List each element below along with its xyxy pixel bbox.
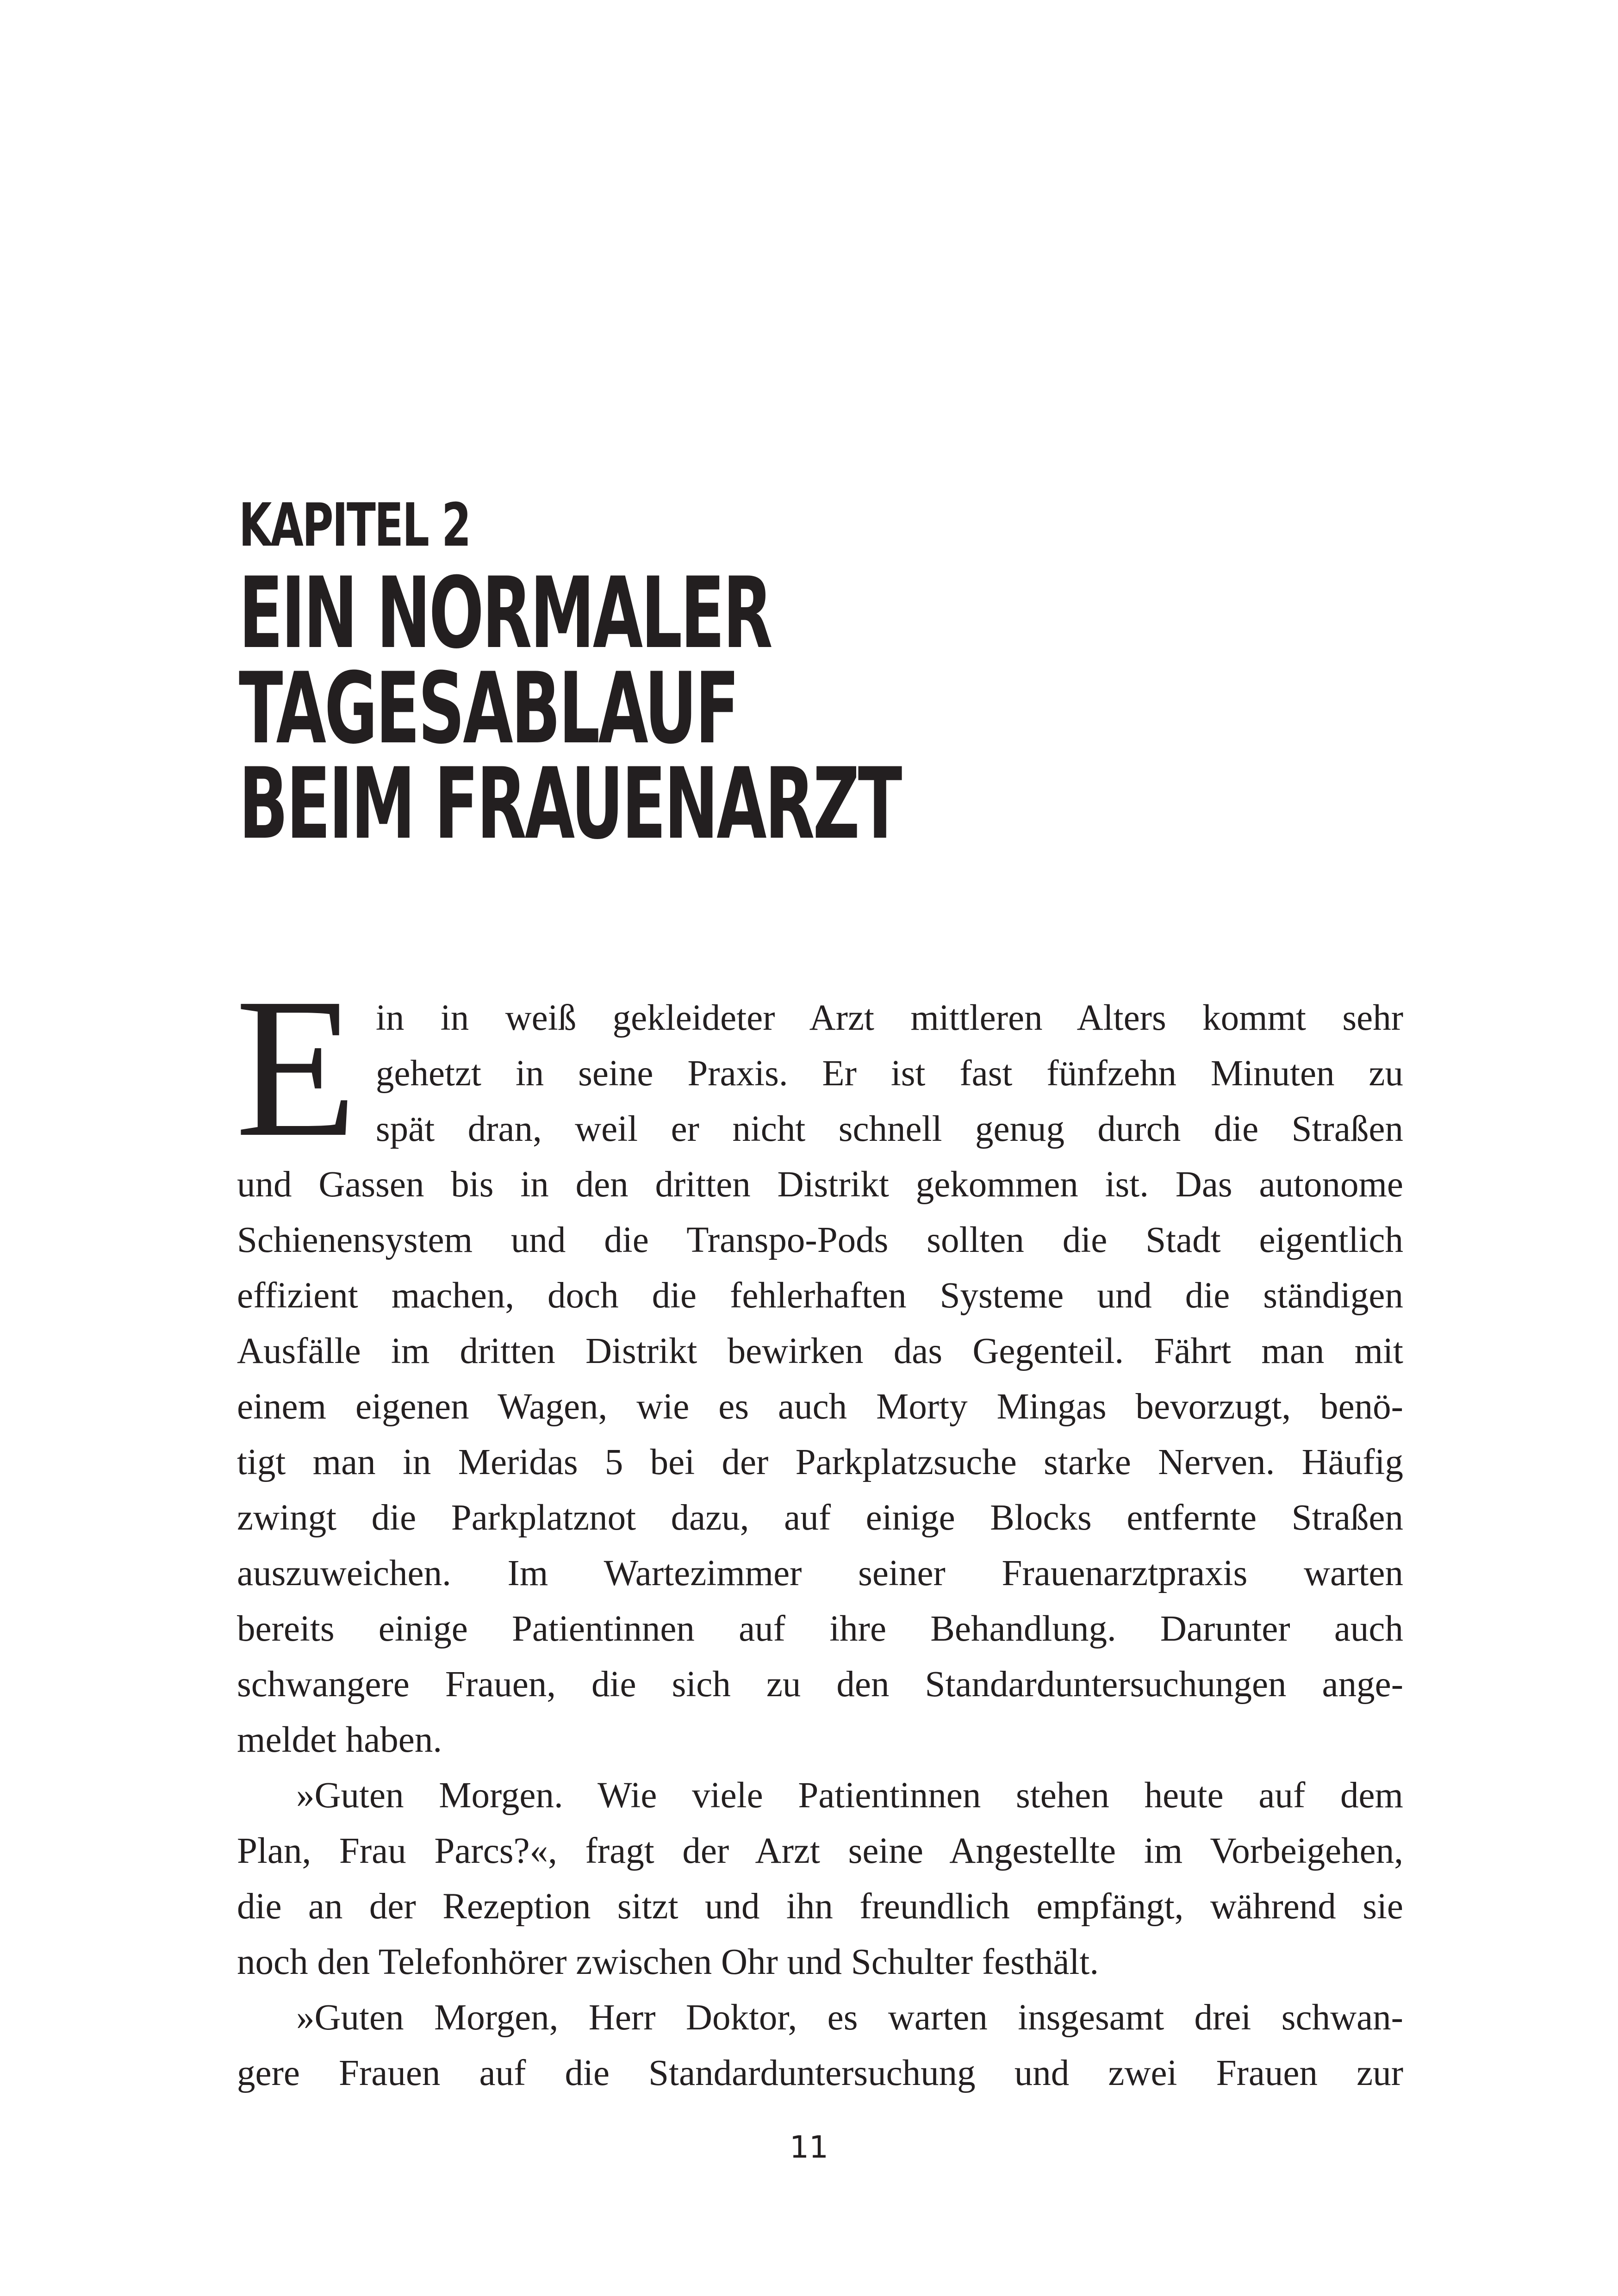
text-line: bereits einige Patientinnen auf ihre Behandlung. Darunter auch: [237, 1609, 1403, 1649]
paragraph-3: [237, 1990, 1403, 2101]
page-number: 11: [790, 2129, 828, 2165]
chapter-title-line: EIN NORMALER: [239, 556, 771, 670]
text-line: tigt man in Meridas 5 bei der Parkplatzsuche starke Nerven. Häufig: [237, 1442, 1403, 1482]
text-line: meldet haben.: [237, 1720, 442, 1760]
text-line: und Gassen bis in den dritten Distrikt gekommen ist. Das autonome: [237, 1164, 1403, 1205]
text-line: auszuweichen. Im Wartezimmer seiner Frauenarztpraxis warten: [237, 1553, 1403, 1593]
chapter-title: [239, 556, 901, 861]
dropcap: E: [235, 957, 357, 1178]
text-line: »Guten Morgen. Wie viele Patientinnen stehen heute auf dem: [296, 1775, 1403, 1816]
text-line: schwangere Frauen, die sich zu den Standarduntersuchungen ange-: [237, 1664, 1403, 1705]
text-line: gehetzt in seine Praxis. Er ist fast fünfzehn Minuten zu: [375, 1053, 1403, 1094]
text-line: gere Frauen auf die Standarduntersuchung und zwei Frauen zur: [237, 2053, 1403, 2093]
chapter-title-line: TAGESABLAUF: [239, 651, 738, 765]
paragraph-2: [237, 1768, 1403, 1990]
text-line: Ausfälle im dritten Distrikt bewirken das Gegenteil. Fährt man mit: [237, 1331, 1403, 1371]
text-line: in in weiß gekleideter Arzt mittleren Alters kommt sehr: [375, 998, 1403, 1038]
chapter-title-line: BEIM FRAUENARZT: [239, 747, 901, 861]
text-line: noch den Telefonhörer zwischen Ohr und Schulter festhält.: [237, 1942, 1099, 1982]
text-line: zwingt die Parkplatznot dazu, auf einige Blocks entfernte Straßen: [237, 1498, 1403, 1538]
body-text: [235, 957, 1403, 2101]
text-line: »Guten Morgen, Herr Doktor, es warten insgesamt drei schwan-: [296, 1997, 1403, 2038]
text-line: Schienensystem und die Transpo-Pods sollten die Stadt eigentlich: [237, 1220, 1403, 1260]
paragraph-1: [235, 957, 1403, 1768]
text-line: spät dran, weil er nicht schnell genug durch die Straßen: [375, 1109, 1403, 1149]
chapter-label: KAPITEL 2: [239, 491, 470, 560]
text-line: Plan, Frau Parcs?«, fragt der Arzt seine Angestellte im Vorbeigehen,: [237, 1831, 1403, 1871]
text-line: effizient machen, doch die fehlerhaften Systeme und die ständigen: [237, 1276, 1403, 1316]
text-line: die an der Rezeption sitzt und ihn freundlich empfängt, während sie: [237, 1886, 1403, 1927]
text-line: einem eigenen Wagen, wie es auch Morty Mingas bevorzugt, benö-: [237, 1387, 1403, 1427]
